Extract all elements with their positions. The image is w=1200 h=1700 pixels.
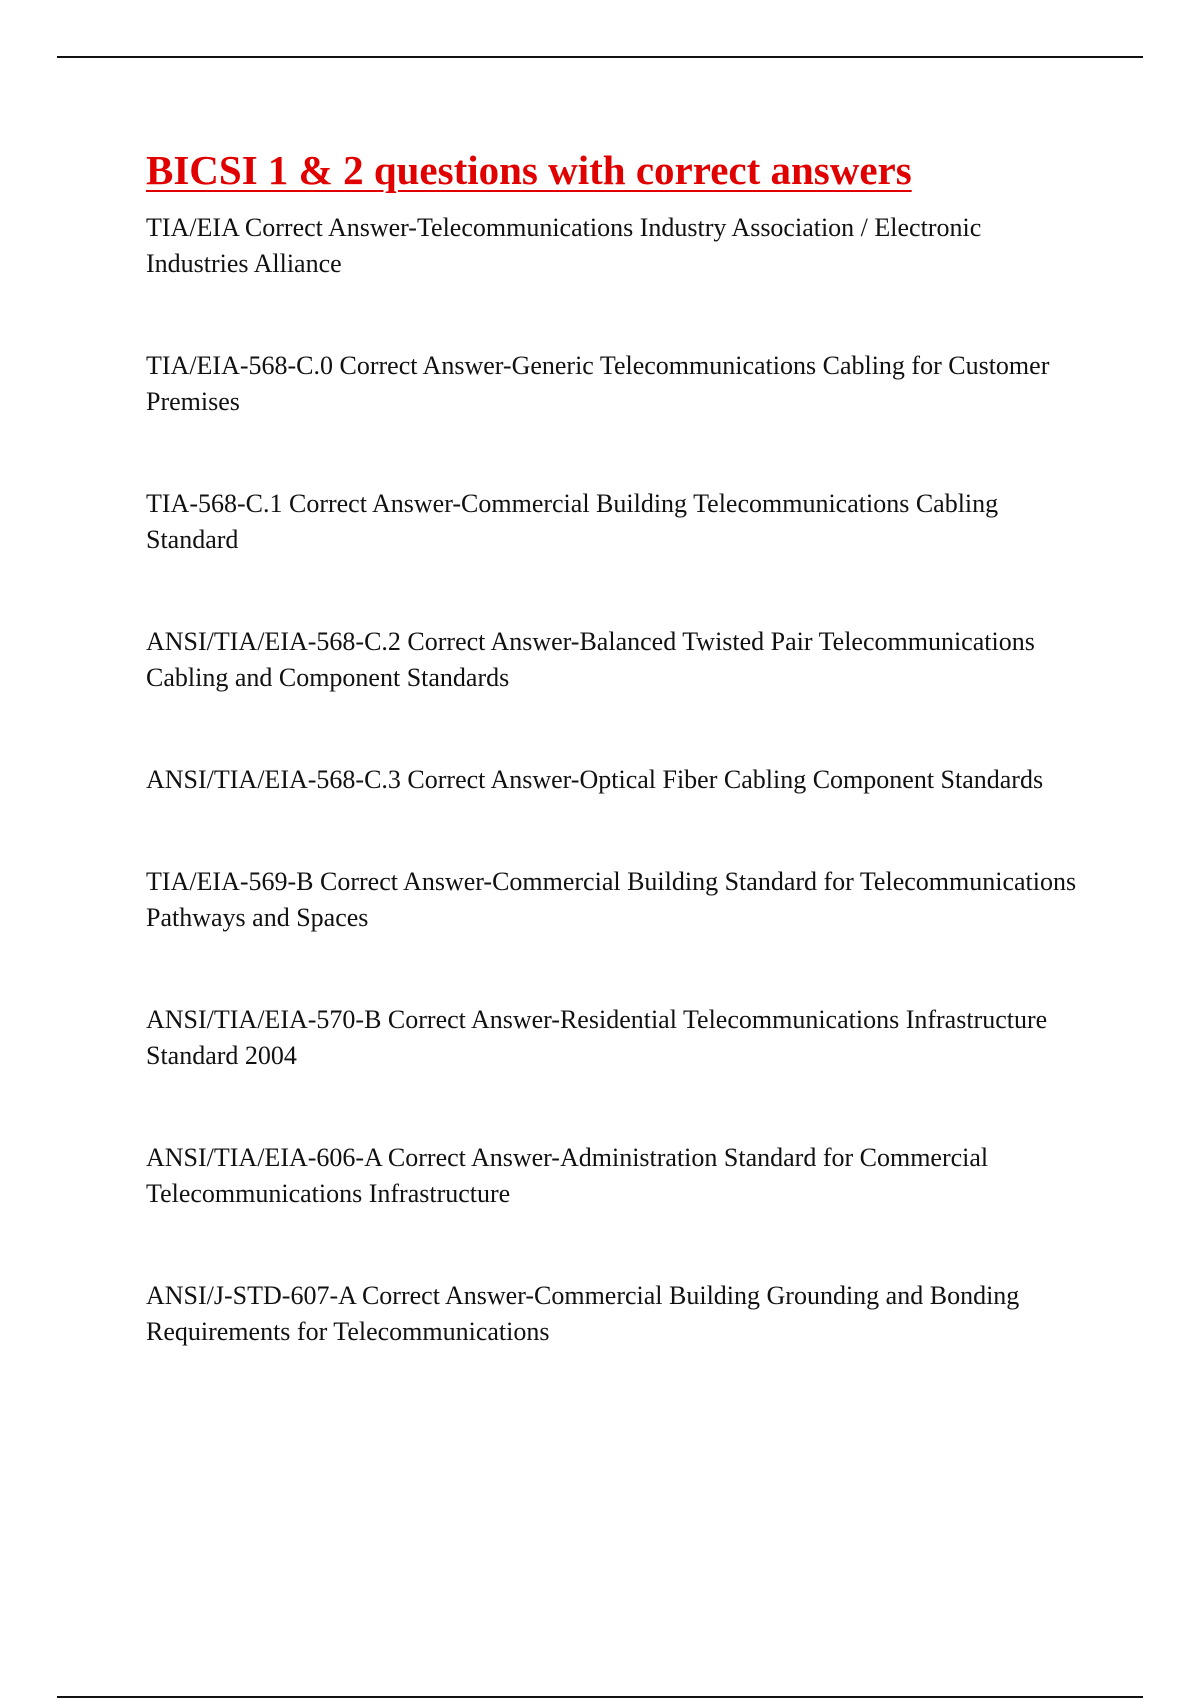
qa-answer: Commercial Building Grounding and Bonding Requirements for Telecommunications	[146, 1281, 1020, 1346]
qa-answer: Generic Telecommunications Cabling for Customer Premises	[146, 351, 1050, 416]
document-body	[146, 140, 1086, 1416]
qa-answer: Balanced Twisted Pair Telecommunications Cabling and Component Standards	[146, 627, 1035, 692]
qa-connector: Correct Answer-	[387, 1143, 560, 1172]
qa-answer: Residential Telecommunications Infrastructure Standard 2004	[146, 1005, 1048, 1070]
qa-connector: Correct Answer-	[320, 867, 493, 896]
qa-answer: Telecommunications Industry Association / Electronic Industries Alliance	[146, 213, 982, 278]
qa-term: TIA/EIA-569-B	[146, 867, 314, 896]
top-rule	[57, 56, 1143, 58]
qa-answer: Optical Fiber Cabling Component Standards	[579, 765, 1044, 794]
qa-term: ANSI/TIA/EIA-570-B	[146, 1005, 382, 1034]
qa-entry	[146, 624, 1086, 696]
qa-answer: Commercial Building Telecommunications Cabling Standard	[146, 489, 999, 554]
qa-answer: Administration Standard for Commercial Telecommunications Infrastructure	[146, 1143, 989, 1208]
qa-term: TIA/EIA-568-C.0	[146, 351, 334, 380]
qa-connector: Correct Answer-	[339, 351, 512, 380]
qa-connector: Correct Answer-	[288, 489, 462, 518]
document-title: BICSI 1 & 2 questions with correct answers	[146, 147, 912, 193]
qa-list	[146, 210, 1086, 1350]
bottom-rule	[57, 1696, 1143, 1698]
qa-connector: Correct Answer-	[407, 765, 580, 794]
qa-entry	[146, 486, 1086, 558]
qa-entry	[146, 762, 1086, 798]
qa-entry	[146, 1278, 1086, 1350]
qa-term: ANSI/TIA/EIA-568-C.3	[146, 765, 401, 794]
qa-term: ANSI/TIA/EIA-568-C.2	[146, 627, 401, 656]
qa-term: TIA/EIA	[146, 213, 239, 242]
qa-connector: Correct Answer-	[407, 627, 580, 656]
qa-term: ANSI/TIA/EIA-606-A	[146, 1143, 382, 1172]
qa-entry	[146, 864, 1086, 936]
qa-entry	[146, 1140, 1086, 1212]
qa-connector: Correct Answer-	[244, 213, 417, 242]
qa-entry	[146, 210, 1086, 282]
qa-entry	[146, 1002, 1086, 1074]
qa-connector: Correct Answer-	[361, 1281, 534, 1310]
qa-term: ANSI/J-STD-607-A	[146, 1281, 356, 1310]
qa-connector: Correct Answer-	[387, 1005, 560, 1034]
qa-answer: Commercial Building Standard for Telecommunications Pathways and Spaces	[146, 867, 1077, 932]
qa-entry	[146, 348, 1086, 420]
qa-term: TIA-568-C.1	[146, 489, 283, 518]
